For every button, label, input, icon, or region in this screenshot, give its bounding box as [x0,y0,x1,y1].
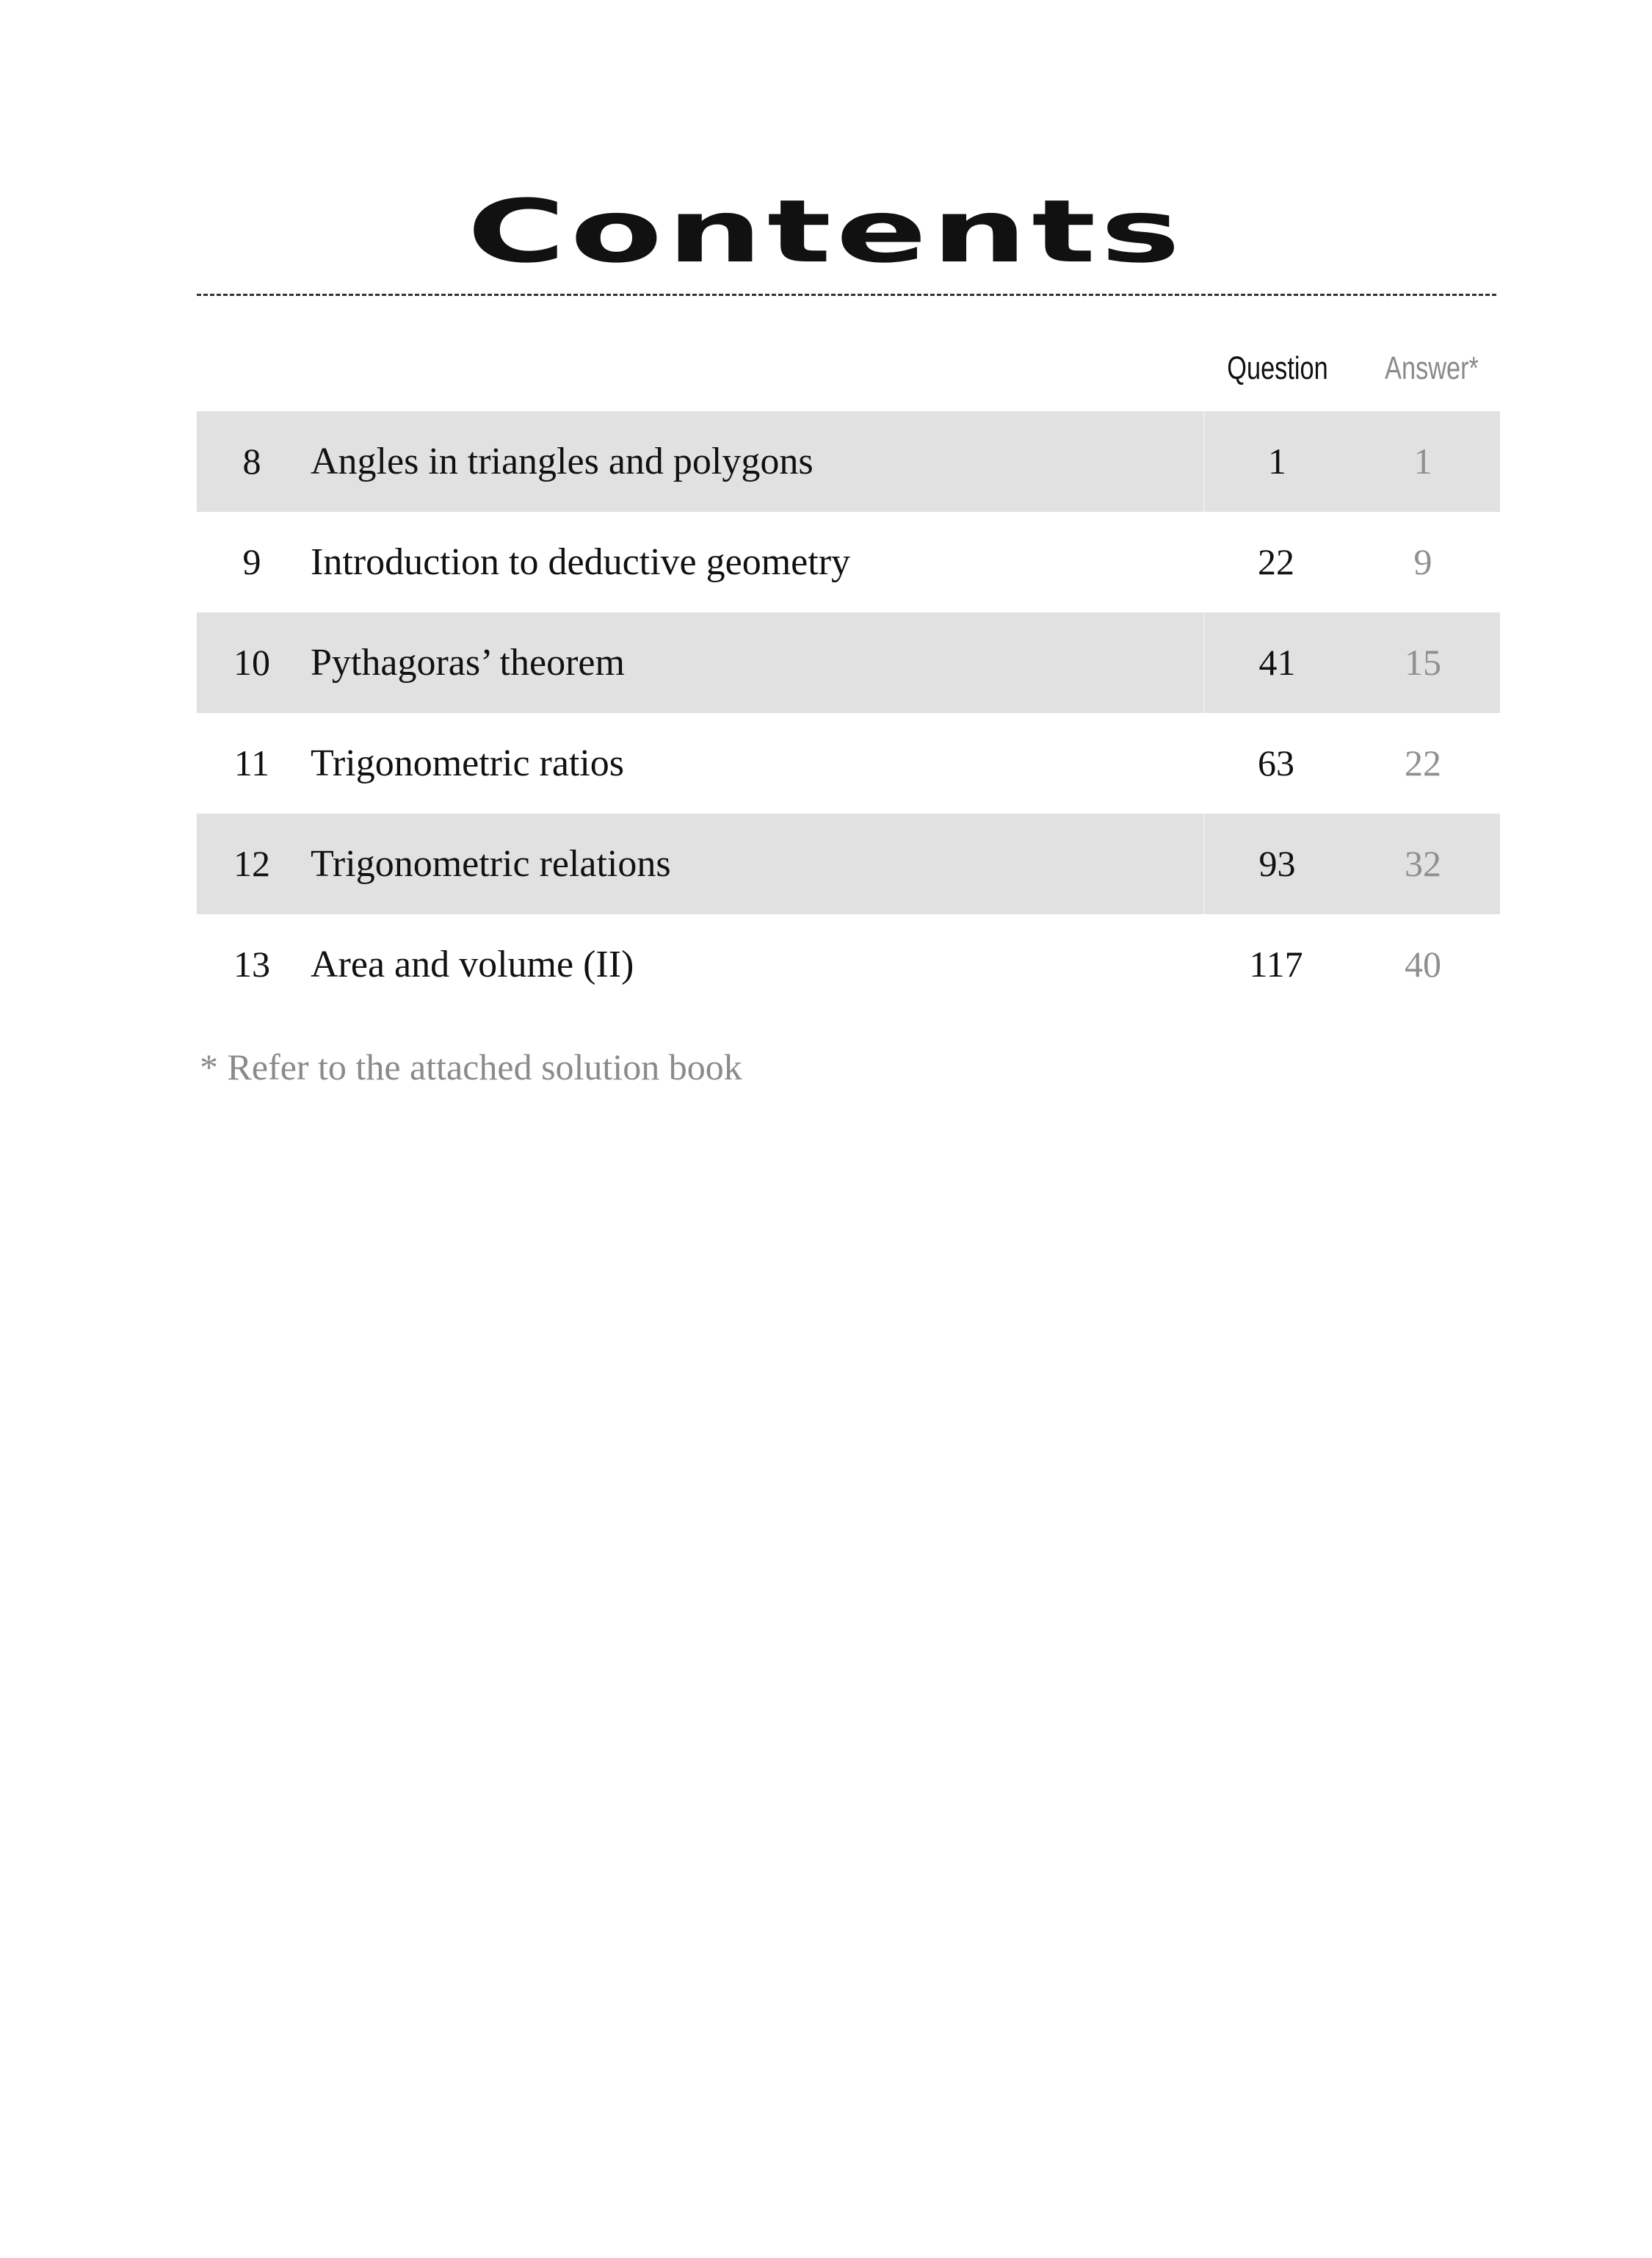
title-divider [197,294,1496,296]
chapter-number: 11 [233,742,270,784]
chapter-title[interactable]: Area and volume (II) [311,944,634,985]
chapter-title[interactable]: Trigonometric ratios [311,742,625,784]
answer-page: 32 [1405,843,1441,884]
page-title: Contents [467,181,1185,282]
question-column-header: Question [1227,350,1328,386]
contents-table [197,411,1500,1015]
chapter-number: 8 [242,441,261,482]
question-page: 22 [1258,541,1294,582]
question-page: 41 [1203,612,1350,713]
chapter-number: 9 [242,541,261,582]
answer-column-header: Answer* [1385,350,1479,386]
table-row[interactable] [197,713,1500,814]
chapter-title[interactable]: Introduction to deductive geometry [311,541,851,583]
table-row[interactable] [197,612,1500,713]
question-page: 1 [1203,411,1350,512]
chapter-number: 10 [233,642,270,683]
footnote: * Refer to the attached solution book [200,1046,742,1088]
chapter-title[interactable]: Angles in triangles and polygons [311,441,814,482]
question-page: 93 [1203,814,1350,914]
chapter-title[interactable]: Trigonometric relations [311,843,671,885]
table-row[interactable] [197,914,1500,1015]
question-page: 63 [1258,742,1294,784]
answer-page: 15 [1405,642,1441,683]
table-row[interactable] [197,512,1500,612]
table-row[interactable] [197,411,1500,512]
chapter-number: 12 [233,843,270,884]
answer-page: 40 [1405,944,1441,985]
chapter-number: 13 [233,944,270,985]
answer-page: 9 [1413,541,1432,582]
answer-page: 22 [1405,742,1441,784]
question-page: 117 [1249,944,1303,985]
answer-page: 1 [1413,441,1432,482]
chapter-title[interactable]: Pythagoras’ theorem [311,642,625,684]
table-row[interactable] [197,814,1500,914]
